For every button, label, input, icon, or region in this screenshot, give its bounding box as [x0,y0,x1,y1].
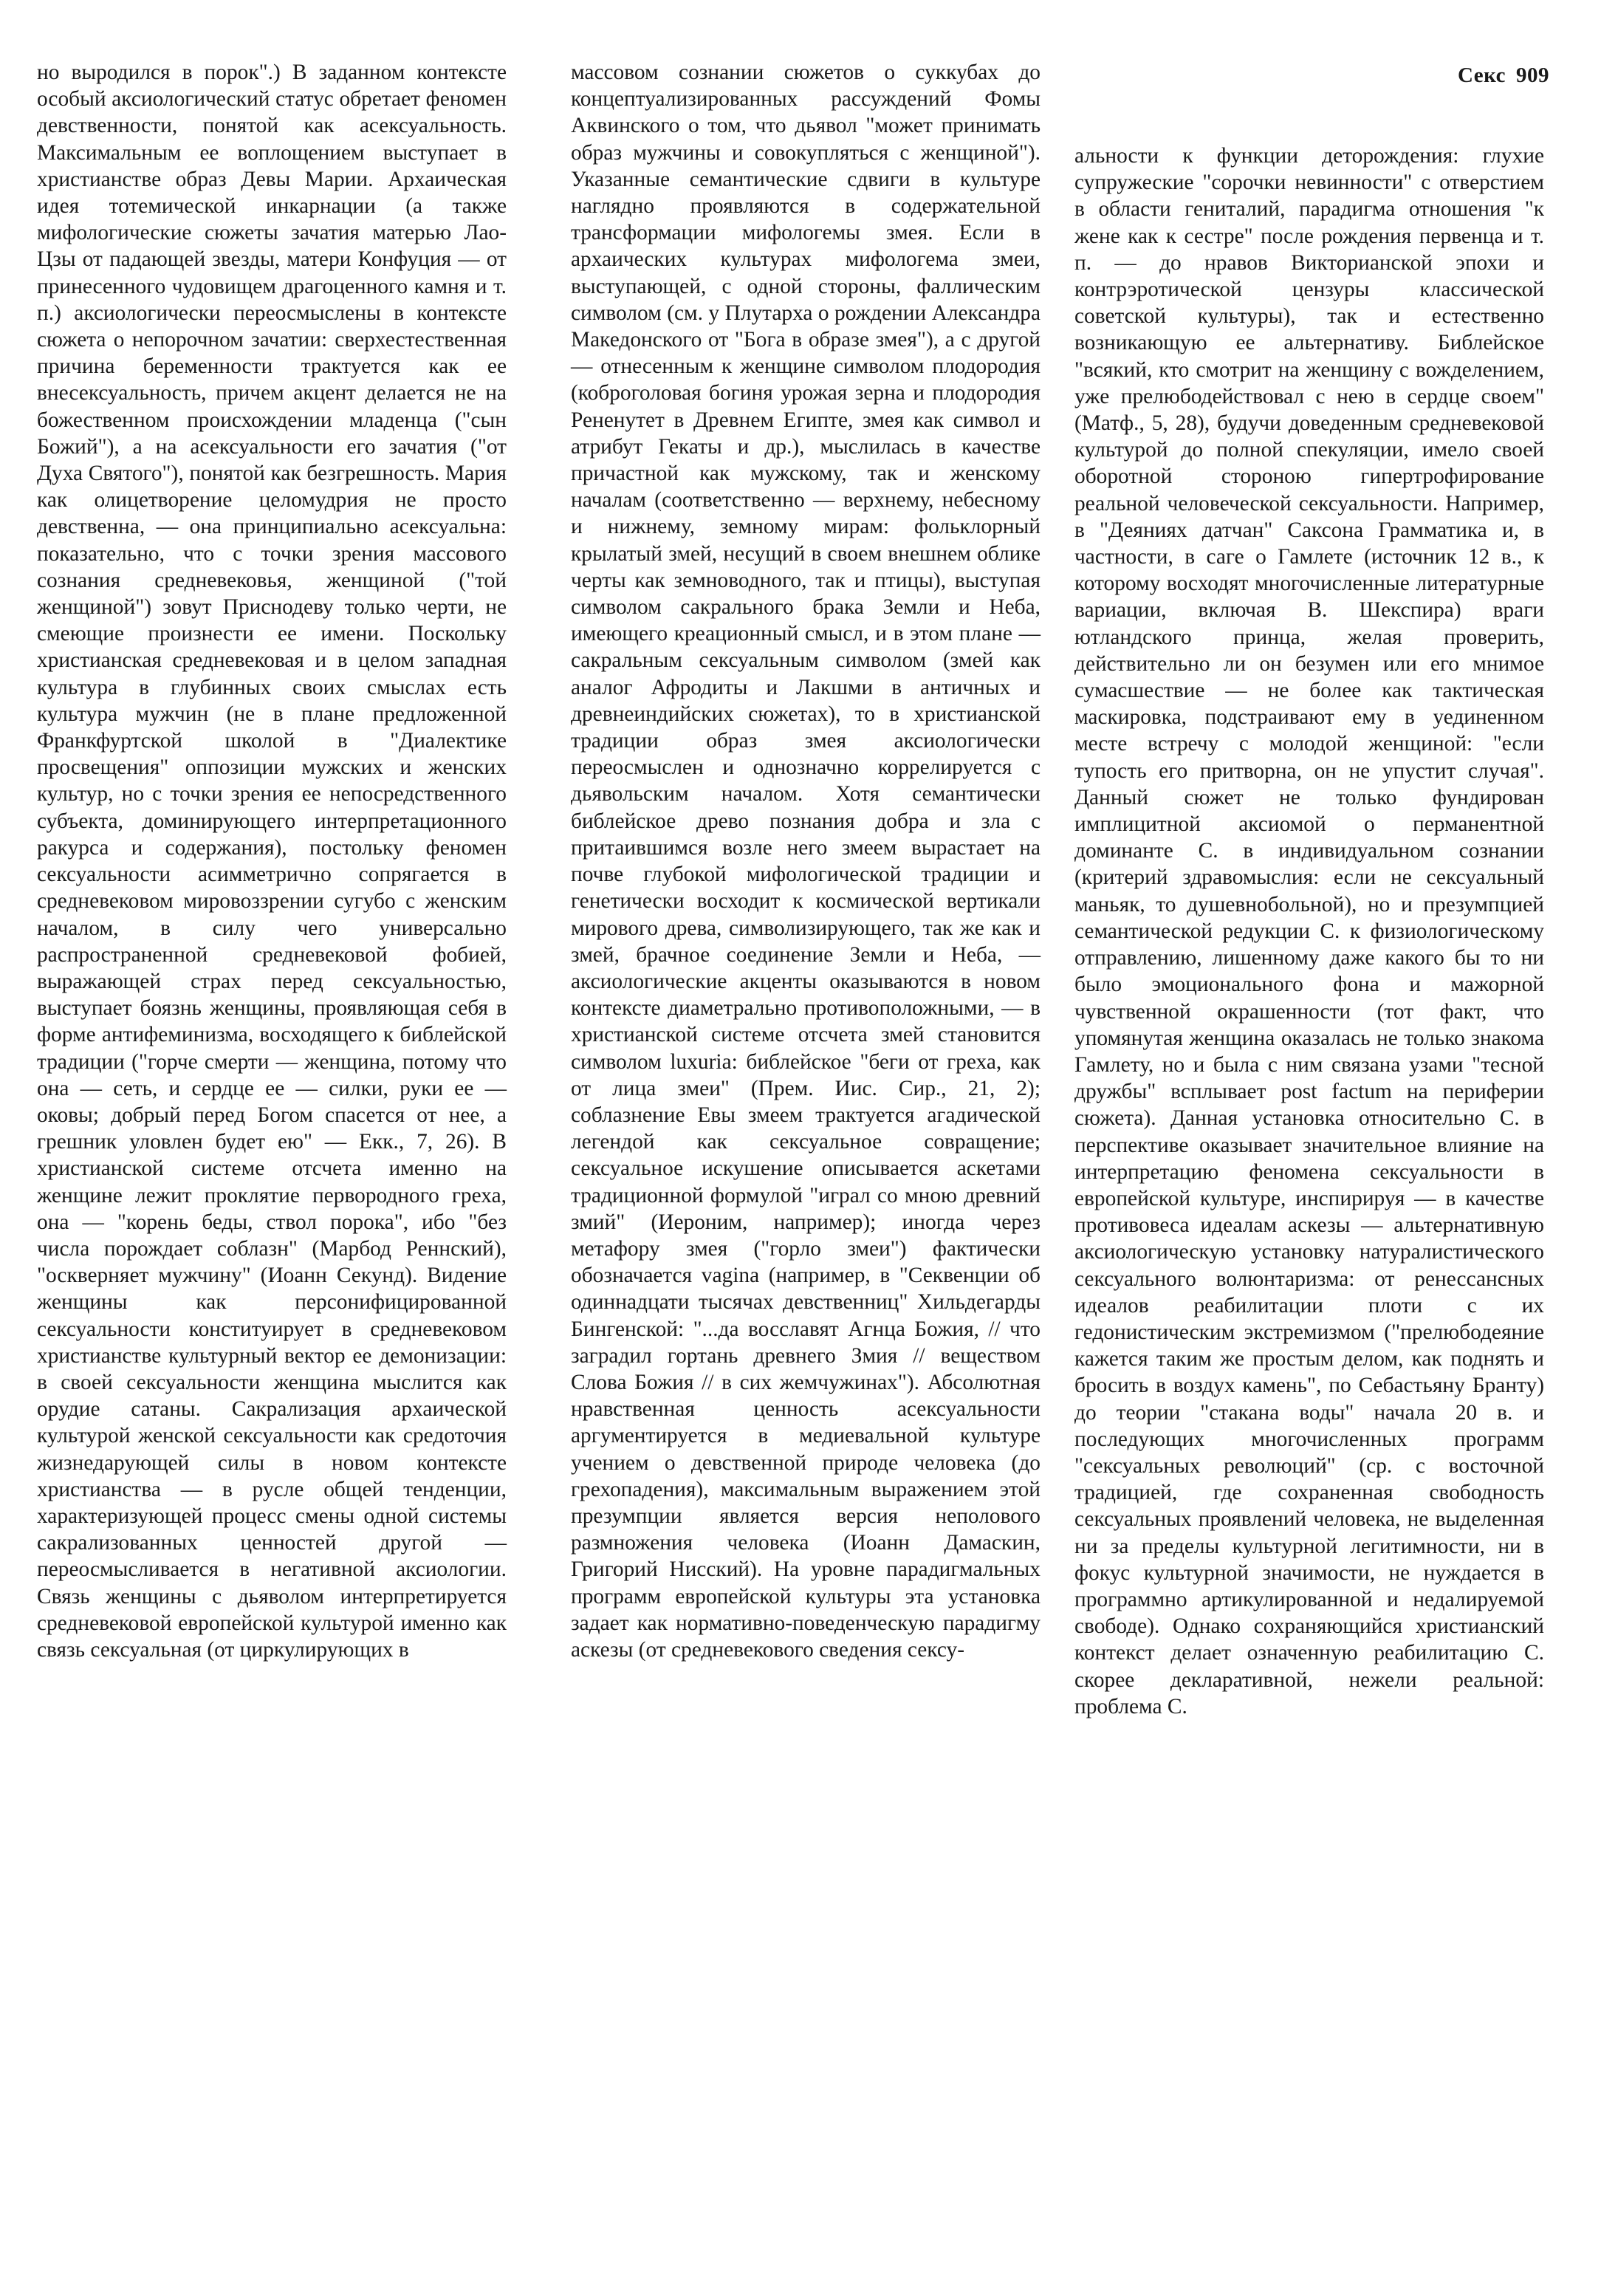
text-column-3 [1074,143,1544,1720]
page-header-title: Секс [1457,64,1506,87]
running-head [1458,64,1549,88]
text-column-1 [37,59,507,1663]
column-1-text: но выродился в порок".) В заданном контексте особый аксиологический статус обретает феномен девственности, понятой как асексуальность. Максимальным ее воплощением выступает в христианстве образ Девы Марии. Архаическая идея тотемической инкарнации (а также мифологические сюжеты зачатия матерью Лао-Цзы от падающей звезды, матери Конфуция — от принесенного чудовищем драгоценного камня и т. п.) аксиологически переосмыслены в контексте сюжета о непорочном зачатии: сверхестественная причина беременности трактуется как ее внесексуальность, причем акцент делается не на божественном происхождении младенца ("сын Божий"), а на асексуальности его зачатия ("от Духа Святого"), понятой как безгрешность. Мария как олицетворение целомудрия не просто девственна, — она принципиально асексуальна: показательно, что с точки зрения массового сознания средневековья, женщиной ("той женщиной") зовут Приснодеву только черти, не смеющие произнести ее имени. Поскольку христианская средневековая и в целом западная культура в глубинных своих смыслах есть культура мужчин (не в плане предложенной Франкфуртской школой в "Диалектике просвещения" оппозиции мужских и женских культур, но с точки зрения ее непосредственного субъекта, доминирующего интерпретационного ракурса и содержания), постольку феномен сексуальности асимметрично сопрягается в средневековом мировоззрении сугубо с женским началом, в силу чего универсально распространенной средневековой фобией, выражающей страх перед сексуальностью, выступает боязнь женщины, проявляющая себя в форме антифеминизма, восходящего к библейской традиции ("горче смерти — женщина, потому что она — сеть, и сердце ее — силки, руки ее — оковы; добрый перед Богом спасется от нее, а грешник уловлен будет ею" — Екк., 7, 26). В христианской системе отсчета именно на женщине лежит проклятие первородного греха, она — "корень беды, ствол порока", ибо "без числа порождает соблазн" (Марбод Реннский), "оскверняет мужчину" (Иоанн Секунд). Видение женщины как персонифицированной сексуальности конституирует в средневековом христианстве культурный вектор ее демонизации: в своей сексуальности женщина мыслится как орудие сатаны. Сакрализация архаической культурой женской сексуальности как средоточия жизнедарующей силы в новом контексте христианства — в русле общей тенденции, характеризующей процесс смены одной системы сакрализованных ценностей другой — переосмысливается в негативной аксиологии. Связь женщины с дьяволом интерпретируется средневековой европейской культурой именно как связь сексуальная (от циркулирующих в [37,61,507,1662]
text-column-2 [571,59,1041,1663]
column-2-text: массовом сознании сюжетов о суккубах до концептуализированных рассуждений Фомы Аквинского о том, что дьявол "может принимать образ мужчины и совокупляться с женщиной"). Указанные семантические сдвиги в культуре наглядно проявляются в содержательной трансформации мифологемы змея. Если в архаических культурах мифологема змеи, выступающей, с одной стороны, фаллическим символом (см. у Плутарха о рождении Александра Македонского от "Бога в образе змея"), а с другой — отнесенным к женщине символом плодородия (коброголовая богиня урожая зерна и плодородия Рененутет в Древнем Египте, змея как символ и атрибут Гекаты и др.), мыслилась в качестве причастной как мужскому, так и женскому началам (соответственно — верхнему, небесному и нижнему, земному мирам: фольклорный крылатый змей, несущий в своем внешнем облике черты как земноводного, так и птицы), выступая символом сакрального брака Земли и Неба, имеющего креационный смысл, и в этом плане — сакральным сексуальным символом (змей как аналог Афродиты и Лакшми в античных и древнеиндийских сюжетах), то в христианской традиции образ змея аксиологически переосмыслен и однозначно коррелируется с дьявольским началом. Хотя семантически библейское древо познания добра и зла с притаившимся возле него змеем вырастает на почве глубокой мифологической традиции и генетически восходит к космической вертикали мирового древа, символизирующего, так же как и змей, брачное соединение Земли и Неба, — аксиологические акценты оказываются в новом контексте диаметрально противоположными, — в христианской системе отсчета змей становится символом luxuria: библейское "беги от греха, как от лица змеи" (Прем. Иис. Сир., 21, 2); соблазнение Евы змеем трактуется агадической легендой как сексуальное совращение; сексуальное искушение описывается аскетами традиционной формулой "играл со мною древний змий" (Иероним, например); иногда через метафору змея ("горло змеи") фактически обозначается vagina (например, в "Секвенции об одиннадцати тысячах девственниц" Хильдегарды Бингенской: "...да восславят Агнца Божия, // что заградил гортань древнего Змия // веществом Слова Божия // в сих жемчужинах"). Абсолютная нравственная ценность асексуальности аргументируется в медиевальной культуре учением о девственной природе человека (до грехопадения), максимальным выражением этой презумпции является версия неполового размножения человека (Иоанн Дамаскин, Григорий Нисский). На уровне парадигмальных программ европейской культуры эта установка задает как нормативно-поведенческую парадигму аскезы (от средневекового сведения сексу- [571,61,1041,1662]
page-number: 909 [1516,64,1549,87]
column-3-text: альности к функции деторождения: глухие супружеские "сорочки невинности" с отверстием в области гениталий, парадигма отношения "к жене как к сестре" после рождения первенца и т. п. — до нравов Викторианской эпохи и контрэротической цензуры классической советской культуры), так и естественно возникающую ее альтернативу. Библейское "всякий, кто смотрит на женщину с вожделением, уже прелюбодействовал с нею в сердце своем" (Матф., 5, 28), будучи доведенным средневековой культурой до полной спекуляции, имело своей оборотной стороною гипертрофирование реальной человеческой сексуальности. Например, в "Деяниях датчан" Саксона Грамматика и, в частности, в саге о Гамлете (источник 12 в., к которому восходят многочисленные литературные вариации, включая В. Шекспира) враги ютландского принца, желая проверить, действительно ли он безумен или его мнимое сумасшествие — не более как тактическая маскировка, подстраивают ему в уединенном месте встречу с молодой женщиной: "если тупость его притворна, он не упустит случая". Данный сюжет не только фундирован имплицитной аксиомой о перманентной доминанте С. в индивидуальном сознании (критерий здравомыслия: если не сексуальный маньяк, то душевнобольной), но и презумпцией семантической редукции С. к физиологическому отправлению, лишенному даже какого бы то ни было эмоционального фона и мажорной чувственной окрашенности (тот факт, что упомянутая женщина оказалась не только знакома Гамлету, но и была с ним связана узами "тесной дружбы" всплывает post factum на периферии сюжета). Данная установка относительно С. в перспективе оказывает значительное влияние на интерпретацию феномена сексуальности в европейской культуре, инспирируя — в качестве противовеса идеалам аскезы — альтернативную аксиологическую установку натуралистического сексуального волюнтаризма: от ренессансных идеалов реабилитации плоти с их гедонистическим экстремизмом ("прелюбодеяние кажется таким же простым делом, как поднять и бросить в воздух камень", по Себастьяну Бранту) до теории "стакана воды" начала 20 в. и последующих многочисленных программ "сексуальных революций" (ср. с восточной традицией, где сохраненная свободность сексуальных проявлений человека, не выделенная ни за пределы культурной легитимности, ни в фокус культурной значимости, не нуждается в программно артикулированной и недалируемой свободе). Однако сохраняющийся христианский контекст делает означенную реабилитацию С. скорее декларативной, нежели реальной: проблема С. [1074,144,1544,1718]
